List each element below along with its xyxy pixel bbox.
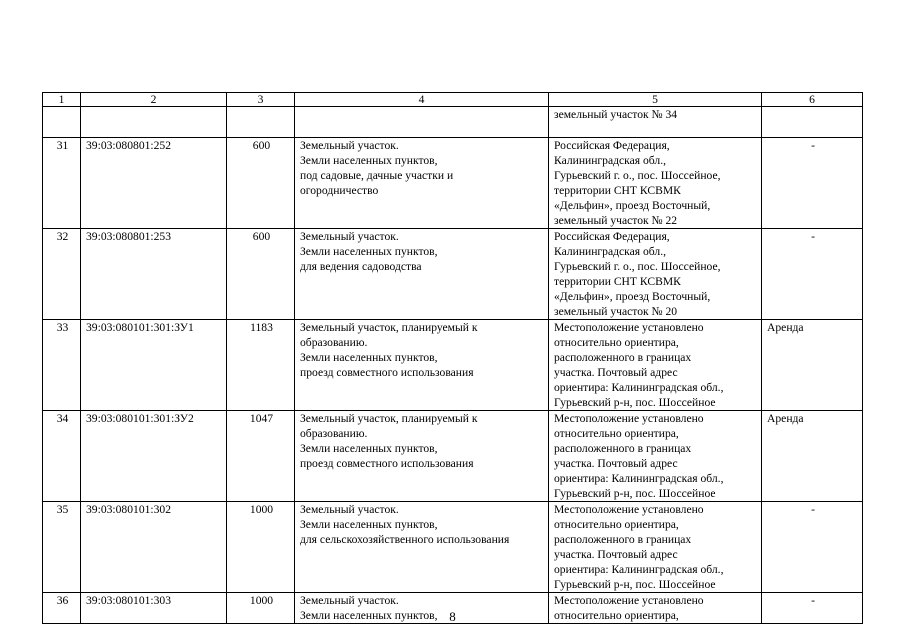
table-row [43, 320, 863, 411]
plot-description: Земельный участок, планируемый к образованию. Земли населенных пунктов, проезд совместного использования [295, 411, 549, 502]
cadastral-number: 39:03:080801:252 [81, 138, 227, 229]
table-row [43, 502, 863, 593]
plot-area: 600 [227, 229, 295, 320]
plot-location: Российская Федерация, Калининградская обл., Гурьевский г. о., пос. Шоссейное, территории СНТ КСВМК «Дельфин», проезд Восточный, земельный участок № 22 [549, 138, 762, 229]
row-number: 31 [43, 138, 81, 229]
continuation-row [43, 107, 863, 138]
continuation-cell [227, 107, 295, 138]
continuation-location-cell: земельный участок № 34 [549, 107, 762, 138]
plot-location: Местоположение установлено относительно ориентира, расположенного в границах участка. Почтовый адрес ориентира: Калининградская обл., Гурьевский р-н, пос. Шоссейное [549, 411, 762, 502]
plot-location: Российская Федерация, Калининградская обл., Гурьевский г. о., пос. Шоссейное, территории СНТ КСВМК «Дельфин», проезд Восточный, земельный участок № 20 [549, 229, 762, 320]
plot-description: Земельный участок. Земли населенных пунктов, под садовые, дачные участки и огородничество [295, 138, 549, 229]
cadastral-number: 39:03:080801:253 [81, 229, 227, 320]
plot-area: 600 [227, 138, 295, 229]
land-plots-table [42, 92, 863, 624]
table-row [43, 411, 863, 502]
plot-rights: - [762, 229, 863, 320]
plot-area: 1047 [227, 411, 295, 502]
header-row [43, 93, 863, 107]
plot-rights: Аренда [762, 411, 863, 502]
plot-area: 1183 [227, 320, 295, 411]
header-col-2: 2 [81, 93, 227, 107]
table-header [43, 93, 863, 107]
plot-description: Земельный участок, планируемый к образованию. Земли населенных пунктов, проезд совместного использования [295, 320, 549, 411]
table-body [43, 107, 863, 624]
plot-rights: - [762, 502, 863, 593]
row-number: 36 [43, 593, 81, 624]
page-number: 8 [449, 609, 456, 624]
continuation-cell [81, 107, 227, 138]
plot-area: 1000 [227, 593, 295, 624]
cadastral-number: 39:03:080101:301:ЗУ2 [81, 411, 227, 502]
plot-description: Земельный участок. Земли населенных пунктов, для сельскохозяйственного использования [295, 502, 549, 593]
plot-description: Земельный участок. Земли населенных пунктов, [295, 593, 549, 624]
row-number: 32 [43, 229, 81, 320]
header-col-6: 6 [762, 93, 863, 107]
continuation-cell [295, 107, 549, 138]
plot-area: 1000 [227, 502, 295, 593]
header-col-4: 4 [295, 93, 549, 107]
plot-rights: - [762, 593, 863, 624]
table-row [43, 138, 863, 229]
plot-location: Местоположение установлено относительно ориентира, расположенного в границах участка. Почтовый адрес ориентира: Калининградская обл., Гурьевский р-н, пос. Шоссейное [549, 320, 762, 411]
table-row [43, 229, 863, 320]
header-col-3: 3 [227, 93, 295, 107]
cadastral-number: 39:03:080101:302 [81, 502, 227, 593]
continuation-cell [43, 107, 81, 138]
plot-rights: - [762, 138, 863, 229]
plot-description: Земельный участок. Земли населенных пунктов, для ведения садоводства [295, 229, 549, 320]
cadastral-number: 39:03:080101:303 [81, 593, 227, 624]
cadastral-number: 39:03:080101:301:ЗУ1 [81, 320, 227, 411]
row-number: 35 [43, 502, 81, 593]
continuation-cell [762, 107, 863, 138]
plot-location: Местоположение установлено относительно ориентира, расположенного в границах участка. Почтовый адрес ориентира: Калининградская обл., Гурьевский р-н, пос. Шоссейное [549, 502, 762, 593]
row-number: 34 [43, 411, 81, 502]
header-col-1: 1 [43, 93, 81, 107]
plot-location: Местоположение установлено относительно ориентира, [549, 593, 762, 624]
header-col-5: 5 [549, 93, 762, 107]
plot-rights: Аренда [762, 320, 863, 411]
row-number: 33 [43, 320, 81, 411]
